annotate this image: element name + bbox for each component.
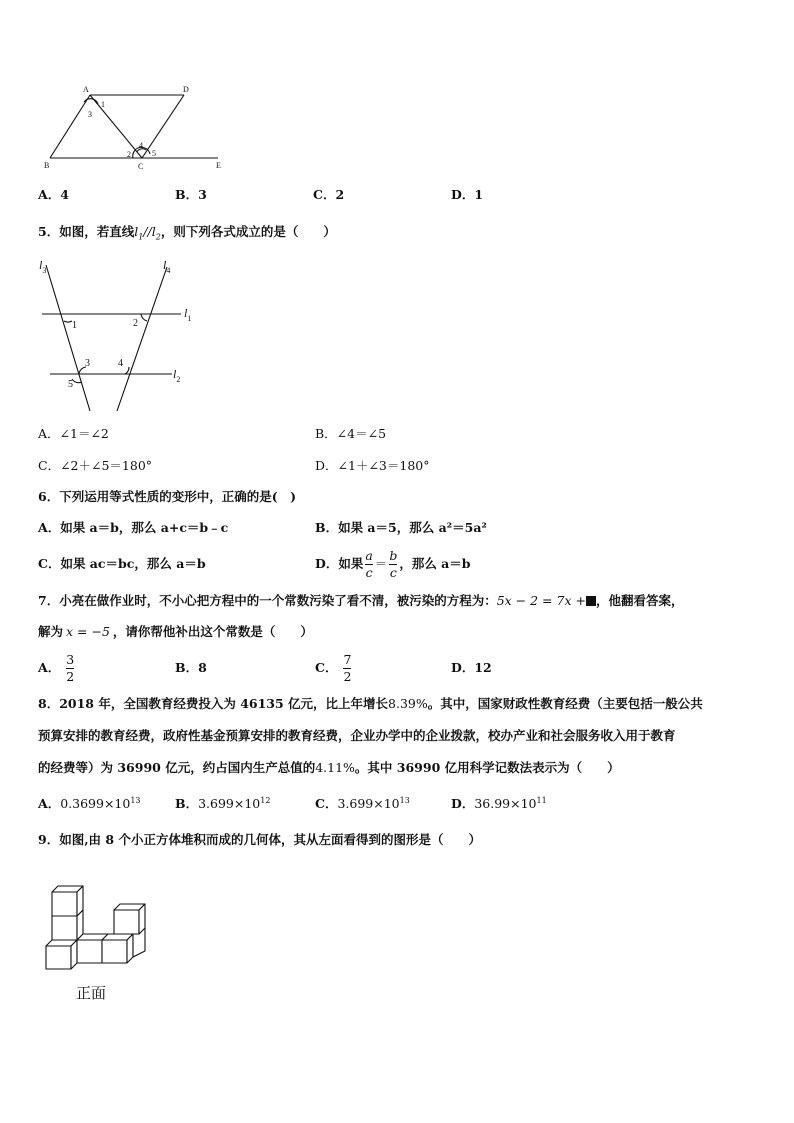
q5-fig-l1-letter: l	[184, 306, 188, 320]
q8-option-b-label: B．	[175, 796, 199, 812]
q6-option-c[interactable]: C．如果 ac＝bc，那么 a＝b	[38, 556, 206, 571]
q5-figure	[34, 255, 204, 415]
q5-line-l2-letter: l	[151, 224, 156, 239]
q8-option-a-label: A．	[38, 796, 61, 812]
q6-option-d-suffix: ，那么 a＝b	[399, 555, 471, 571]
q8-option-b[interactable]	[175, 797, 270, 811]
q6-option-a[interactable]: A．如果 a＝b，那么 a+c＝b﹣c	[38, 520, 229, 535]
q6-option-d-prefix: D．如果	[315, 555, 364, 571]
fig4-label-B: B	[44, 161, 50, 170]
q4-option-b[interactable]: B．3	[175, 187, 207, 202]
q7-option-c-label: C．	[315, 659, 338, 675]
fig4-label-2: 2	[127, 150, 131, 159]
q6-equals-sign: ＝	[374, 555, 388, 571]
q7-line1-text: 7．小亮在做作业时，不小心把方程中的一个常数污染了看不清，被污染的方程为：	[38, 593, 497, 608]
q7-option-a[interactable]	[38, 650, 74, 686]
q5-fig-l1-sub: 1	[187, 314, 192, 323]
q5-option-a[interactable]: A．∠1＝∠2	[38, 426, 109, 441]
fig4-label-C: C	[138, 162, 144, 171]
q7-line1	[38, 595, 683, 608]
q5-fig-l3-letter: l	[39, 258, 43, 272]
q7-fraction-3-2	[66, 653, 74, 684]
q8-option-c-mantissa: 3.699×10	[337, 796, 400, 812]
fig4-label-A: A	[83, 85, 89, 94]
q8-line2: 预算安排的教育经费，政府性基金预算安排的教育经费，企业办学中的企业拨款，校办产业和社会服务收入用于教育	[38, 728, 676, 743]
q5-fig-angle-1: 1	[72, 320, 77, 331]
q7-frac-a-den: 2	[66, 668, 75, 684]
q6-stem: 6．下列运用等式性质的变形中，正确的是( )	[38, 489, 297, 504]
q7-line2-prefix: 解为	[38, 624, 64, 639]
q7-option-b[interactable]: B．8	[175, 660, 207, 675]
q5-fig-angle-5: 5	[68, 379, 73, 390]
q8-percent-2: 4.11%	[315, 760, 355, 775]
svg-text:l3	[39, 258, 46, 275]
q8-option-b-mantissa: 3.699×10	[198, 796, 261, 812]
fig4-label-5: 5	[152, 149, 156, 158]
q5-line-l1-letter: l	[134, 224, 139, 239]
q8-percent-1: 8.39%	[388, 696, 428, 711]
q5-parallel-sign: //	[143, 224, 152, 239]
q5-fig-angle-2: 2	[133, 318, 138, 329]
q8-option-c-label: C．	[315, 796, 338, 812]
q5-option-b[interactable]: B．∠4＝∠5	[315, 426, 387, 441]
q8-line3-b: 。其中 36990 亿用科学记数法表示为（ ）	[354, 760, 620, 775]
q8-line1	[38, 698, 703, 711]
q6-frac-den-c2: c	[389, 564, 397, 580]
q5-option-d[interactable]: D．∠1＋∠3＝180°	[315, 458, 430, 473]
q4-option-a[interactable]: A．4	[38, 187, 69, 202]
q8-option-a-exponent: 13	[130, 796, 141, 805]
fig4-label-E: E	[216, 161, 221, 170]
q4-option-c[interactable]: C．2	[313, 187, 345, 202]
q9-stem: 9．如图,由 8 个小正方体堆积而成的几何体，其从左面看得到的图形是（ ）	[38, 832, 481, 847]
q5-fig-angle-3: 3	[85, 358, 90, 369]
q5-fig-angle-4: 4	[118, 358, 123, 369]
fig4-label-4: 4	[139, 141, 143, 150]
q8-option-c-exponent: 13	[399, 796, 410, 805]
q7-frac-c-num: 7	[343, 651, 352, 667]
q6-option-d[interactable]	[315, 547, 471, 581]
q5-line-l1-sub: 1	[138, 232, 144, 242]
q5-fig-l4-sub: 4	[166, 266, 171, 275]
q6-frac-den-c1: c	[365, 564, 373, 580]
q7-option-c[interactable]	[315, 650, 351, 686]
q8-option-c[interactable]	[315, 797, 410, 811]
q5-stem-prefix: 5．如图，若直线	[38, 224, 135, 239]
q6-fraction-a-over-c	[365, 549, 372, 580]
q8-line1-b: 。其中，国家财政性教育经费（主要包括一般公共	[427, 696, 703, 711]
q7-solution: x = −5	[66, 624, 110, 639]
q8-option-d-mantissa: 36.99×10	[474, 796, 537, 812]
q8-option-d[interactable]	[451, 797, 547, 811]
q7-equation: 5x − 2 = 7x +	[496, 593, 586, 608]
svg-text:l2	[173, 367, 180, 384]
q5-fig-l4-letter: l	[163, 258, 167, 272]
q6-frac-num-a: a	[365, 547, 373, 563]
q7-option-d[interactable]: D．12	[451, 660, 492, 675]
q7-option-a-label: A．	[38, 659, 61, 675]
fig4-label-1: 1	[101, 100, 105, 109]
q9-figure-caption: 正面	[76, 984, 107, 1002]
q5-stem	[38, 226, 336, 242]
q8-option-b-exponent: 12	[260, 796, 271, 805]
q9-cube-figure	[44, 880, 154, 972]
q7-line1-end: ，他翻看答案，	[595, 593, 684, 608]
q6-frac-num-b: b	[389, 547, 398, 563]
q4-option-d[interactable]: D．1	[451, 187, 484, 202]
q8-option-d-exponent: 11	[536, 796, 547, 805]
q5-fig-l2-sub: 2	[176, 375, 181, 384]
q5-line-l2-sub: 2	[155, 232, 161, 242]
fig4-label-3: 3	[88, 110, 92, 119]
q5-stem-suffix: ，则下列各式成立的是（ ）	[160, 224, 336, 239]
fig4-label-D: D	[183, 85, 189, 94]
svg-text:l1	[184, 306, 191, 323]
q5-option-c[interactable]: C．∠2＋∠5＝180°	[38, 458, 153, 473]
q4-figure	[38, 82, 238, 174]
q8-line3	[38, 762, 620, 775]
q8-option-a[interactable]	[38, 797, 141, 811]
q5-fig-l3-sub: 3	[42, 266, 47, 275]
q6-fraction-b-over-c	[389, 549, 397, 580]
q8-option-d-label: D．	[451, 796, 475, 812]
q8-line1-a: 8．2018 年，全国教育经费投入为 46135 亿元，比上年增长	[38, 696, 389, 711]
q7-fraction-7-2	[343, 653, 351, 684]
q7-line2	[38, 626, 313, 639]
q8-option-a-mantissa: 0.3699×10	[60, 796, 131, 812]
svg-text:l4	[163, 258, 170, 275]
q7-line2-suffix: ，请你帮他补出这个常数是（ ）	[112, 624, 313, 639]
q8-line3-a: 的经费等）为 36990 亿元，约占国内生产总值的	[38, 760, 316, 775]
q7-frac-c-den: 2	[343, 668, 352, 684]
q7-frac-a-num: 3	[66, 651, 75, 667]
q6-option-b[interactable]: B．如果 a＝5，那么 a²＝5a²	[315, 520, 487, 535]
q5-fig-l2-letter: l	[173, 367, 177, 381]
q7-smudge-icon	[586, 596, 596, 606]
